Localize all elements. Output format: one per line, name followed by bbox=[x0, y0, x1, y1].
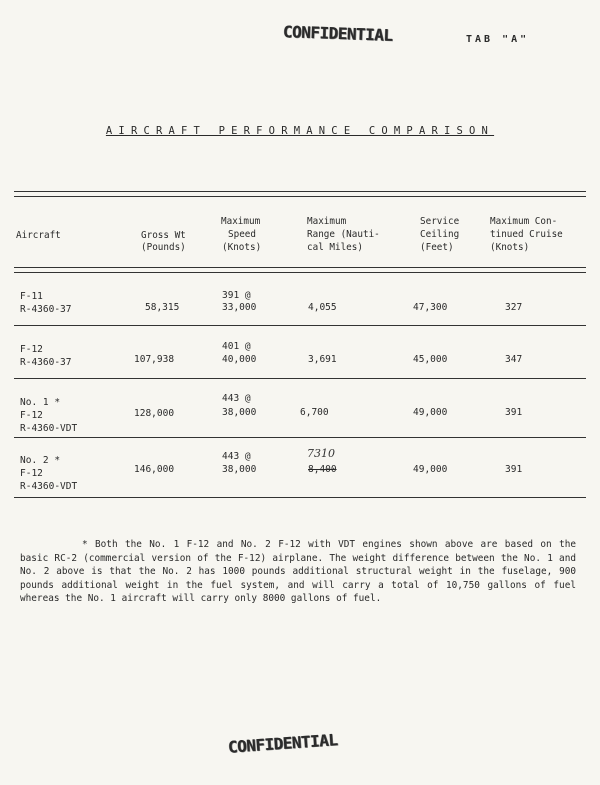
row1-cruise: 327 bbox=[505, 302, 523, 313]
row2-speed: 401 @ bbox=[222, 341, 251, 352]
header-speed-unit: (Knots) bbox=[222, 242, 262, 253]
header-ceiling: Service bbox=[420, 216, 460, 227]
row3-cruise: 391 bbox=[505, 407, 523, 418]
row4-ceiling: 49,000 bbox=[413, 464, 448, 475]
row3-speed: 443 @ bbox=[222, 393, 251, 404]
row1-aircraft-name: F-11 bbox=[20, 291, 43, 302]
header-range-2: Range (Nauti- bbox=[307, 229, 380, 240]
row4-speed-alt: 38,000 bbox=[222, 464, 257, 475]
document-title: AIRCRAFT PERFORMANCE COMPARISON bbox=[105, 125, 495, 137]
row4-gross-wt: 146,000 bbox=[134, 464, 175, 475]
header-aircraft: Aircraft bbox=[16, 230, 61, 241]
header-speed: Maximum bbox=[221, 216, 261, 227]
row-divider bbox=[14, 325, 586, 326]
header-ceiling-2: Ceiling bbox=[420, 229, 460, 240]
row3-speed-alt: 38,000 bbox=[222, 407, 257, 418]
row2-aircraft-engine: R-4360-37 bbox=[20, 357, 72, 368]
header-cruise: Maximum Con- bbox=[490, 216, 558, 227]
table-top-rule bbox=[14, 191, 586, 192]
row2-aircraft-name: F-12 bbox=[20, 344, 43, 355]
row3-gross-wt: 128,000 bbox=[134, 408, 175, 419]
footnote: * Both the No. 1 F-12 and No. 2 F-12 with VDT engines shown above are based on the basic RC-2 (commercial version of the F-12) airplane. The weight difference between the No. 1 and No. 2 above is that the No. 2 has 1000 pounds additional structural weight in the fuselage, 900 pounds additional weight in the fuel system, and will carry a total of 10,750 gallons of fuel whereas the No. 1 aircraft will carry only 8000 gallons of fuel. bbox=[20, 539, 576, 605]
header-bottom-rule-2 bbox=[14, 272, 586, 273]
header-cruise-2: tinued Cruise bbox=[490, 229, 563, 240]
tab-label: TAB "A" bbox=[466, 34, 530, 45]
row3-range: 6,700 bbox=[300, 407, 329, 418]
table-bottom-rule bbox=[14, 497, 586, 498]
header-ceiling-unit: (Feet) bbox=[420, 242, 454, 253]
header-range-unit: cal Miles) bbox=[307, 242, 363, 253]
row2-cruise: 347 bbox=[505, 354, 523, 365]
row-divider bbox=[14, 437, 586, 438]
handwritten-range-correction: 7310 bbox=[307, 447, 335, 460]
row4-speed: 443 @ bbox=[222, 451, 251, 462]
row1-gross-wt: 58,315 bbox=[145, 302, 180, 313]
header-gross-wt-unit: (Pounds) bbox=[141, 242, 186, 253]
row4-aircraft-engine: R-4360-VDT bbox=[20, 481, 78, 492]
confidential-stamp-bottom: CONFIDENTIAL bbox=[227, 730, 339, 757]
row2-ceiling: 45,000 bbox=[413, 354, 448, 365]
table-top-rule-2 bbox=[14, 196, 586, 197]
header-gross-wt: Gross Wt bbox=[141, 230, 186, 241]
row3-aircraft-name: No. 1 * bbox=[20, 397, 61, 408]
header-cruise-unit: (Knots) bbox=[490, 242, 530, 253]
header-bottom-rule bbox=[14, 267, 586, 268]
row1-ceiling: 47,300 bbox=[413, 302, 448, 313]
row1-aircraft-engine: R-4360-37 bbox=[20, 304, 72, 315]
row-divider bbox=[14, 378, 586, 379]
row2-gross-wt: 107,938 bbox=[134, 354, 175, 365]
header-speed-2: Speed bbox=[228, 229, 256, 240]
row3-ceiling: 49,000 bbox=[413, 407, 448, 418]
row4-aircraft-model: F-12 bbox=[20, 468, 43, 479]
row3-aircraft-engine: R-4360-VDT bbox=[20, 423, 78, 434]
row3-aircraft-model: F-12 bbox=[20, 410, 43, 421]
row1-range: 4,055 bbox=[308, 302, 337, 313]
row4-aircraft-name: No. 2 * bbox=[20, 455, 61, 466]
header-range: Maximum bbox=[307, 216, 347, 227]
row1-speed-alt: 33,000 bbox=[222, 302, 257, 313]
row2-speed-alt: 40,000 bbox=[222, 354, 257, 365]
row2-range: 3,691 bbox=[308, 354, 337, 365]
row4-range-struck: 8,400 bbox=[308, 464, 337, 475]
row1-speed: 391 @ bbox=[222, 290, 251, 301]
confidential-stamp-top: CONFIDENTIAL bbox=[282, 22, 393, 45]
row4-cruise: 391 bbox=[505, 464, 523, 475]
